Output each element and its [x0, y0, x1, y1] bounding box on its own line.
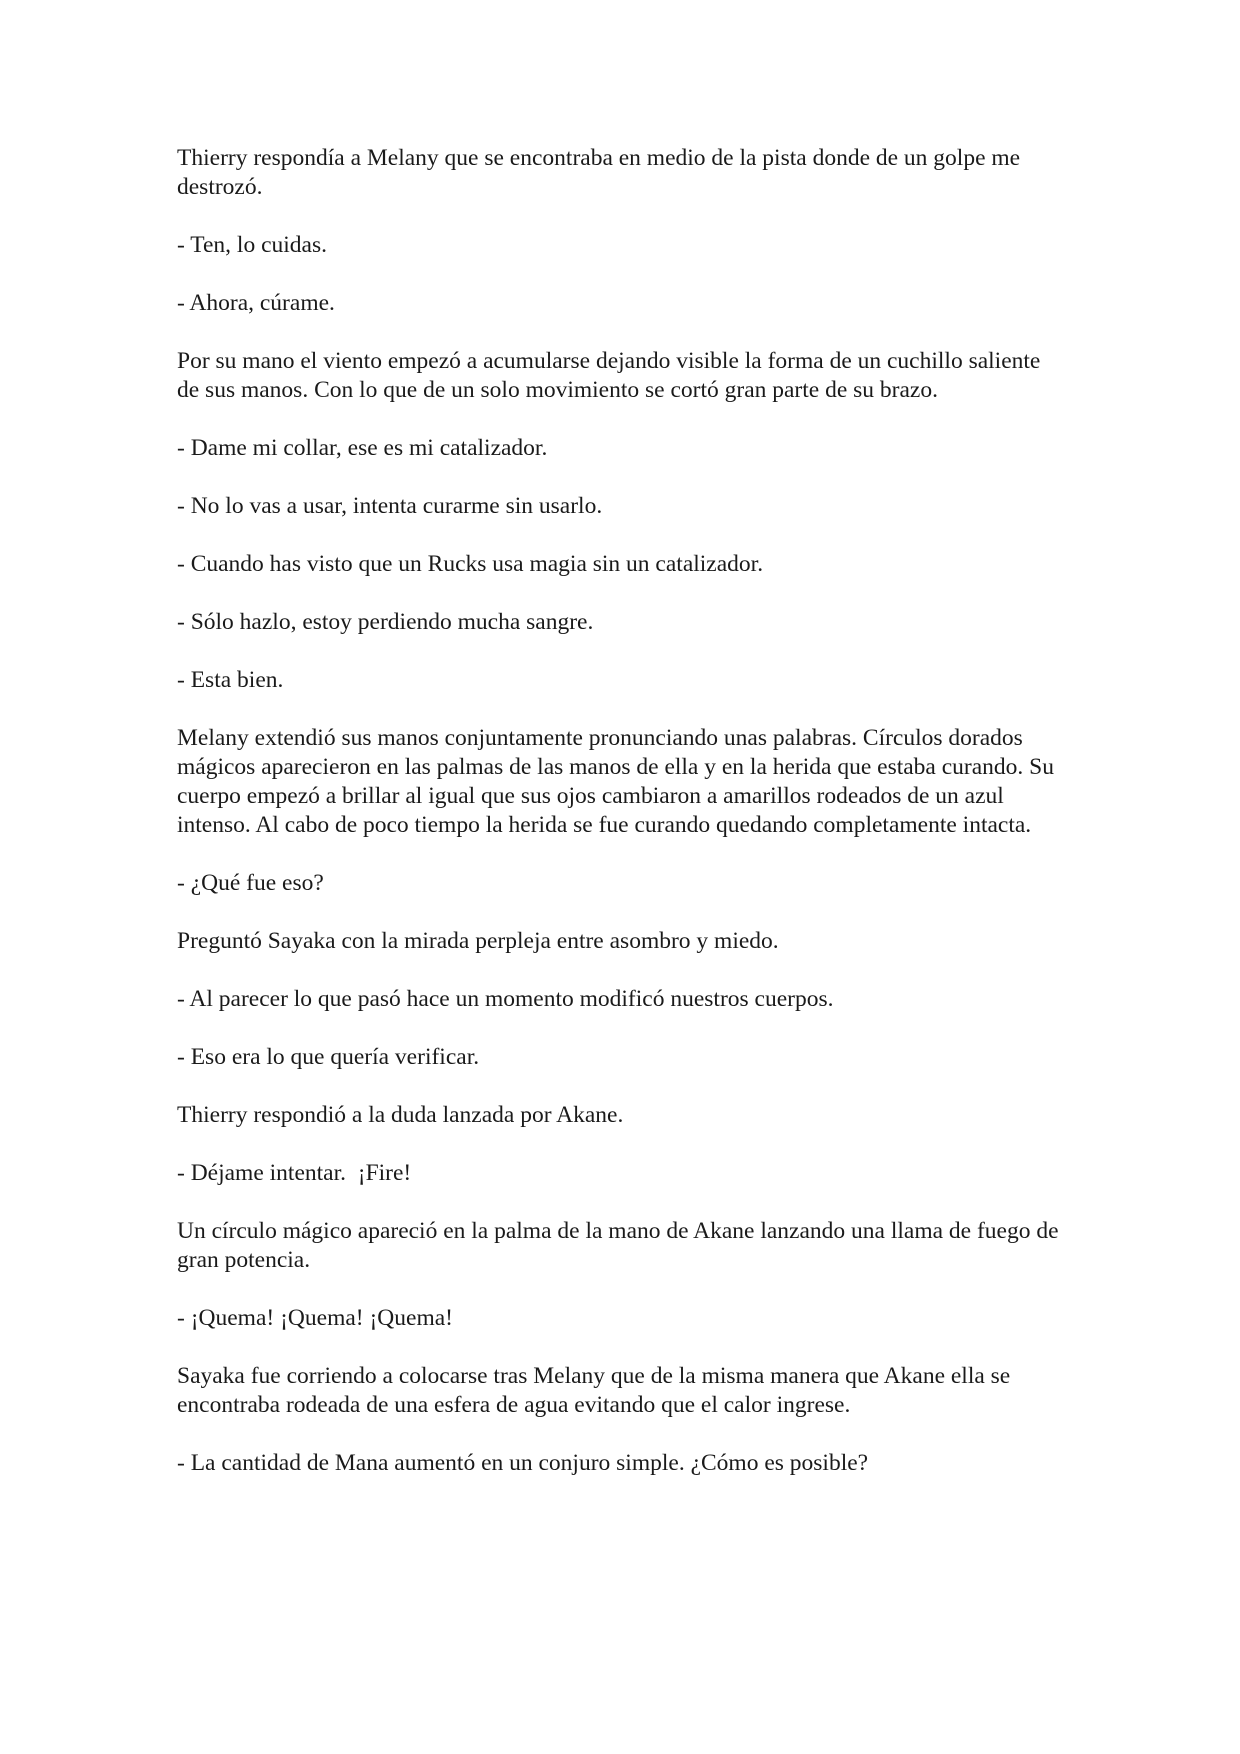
- paragraph: - Al parecer lo que pasó hace un momento modificó nuestros cuerpos.: [177, 986, 834, 1012]
- paragraph: Por su mano el viento empezó a acumularse dejando visible la forma de un cuchillo saliente de sus manos. Con lo que de un solo movimiento se cortó gran parte de su brazo.: [177, 348, 1047, 403]
- document-body: [177, 144, 1067, 1507]
- paragraph: Preguntó Sayaka con la mirada perpleja entre asombro y miedo.: [177, 928, 779, 954]
- paragraph: - La cantidad de Mana aumentó en un conjuro simple. ¿Cómo es posible?: [177, 1450, 869, 1476]
- paragraph: Un círculo mágico apareció en la palma de la mano de Akane lanzando una llama de fuego de gran potencia.: [177, 1218, 1065, 1273]
- paragraph: - Sólo hazlo, estoy perdiendo mucha sangre.: [177, 609, 594, 635]
- paragraph: - Esta bien.: [177, 667, 284, 693]
- paragraph: - ¡Quema! ¡Quema! ¡Quema!: [177, 1305, 453, 1331]
- paragraph: - No lo vas a usar, intenta curarme sin usarlo.: [177, 493, 603, 519]
- paragraph: - Cuando has visto que un Rucks usa magia sin un catalizador.: [177, 551, 764, 577]
- paragraph: - Ahora, cúrame.: [177, 290, 335, 316]
- paragraph: Thierry respondía a Melany que se encontraba en medio de la pista donde de un golpe me destrozó.: [177, 145, 1026, 200]
- paragraph: - ¿Qué fue eso?: [177, 870, 324, 896]
- paragraph: - Ten, lo cuidas.: [177, 232, 327, 258]
- paragraph: Melany extendió sus manos conjuntamente pronunciando unas palabras. Círculos dorados mágicos aparecieron en las palmas de las manos de ella y en la herida que estaba curando. Su cuerpo empezó a brillar al igual que sus ojos cambiaron a amarillos rodeados de un azul intenso. Al cabo de poco tiempo la herida se fue curando quedando completamente intacta.: [177, 725, 1060, 838]
- paragraph: Sayaka fue corriendo a colocarse tras Melany que de la misma manera que Akane ella se encontraba rodeada de una esfera de agua evitando que el calor ingrese.: [177, 1363, 1017, 1418]
- paragraph: Thierry respondió a la duda lanzada por Akane.: [177, 1102, 624, 1128]
- paragraph: - Eso era lo que quería verificar.: [177, 1044, 480, 1070]
- paragraph: - Dame mi collar, ese es mi catalizador.: [177, 435, 548, 461]
- paragraph: - Déjame intentar. ¡Fire!: [177, 1160, 412, 1186]
